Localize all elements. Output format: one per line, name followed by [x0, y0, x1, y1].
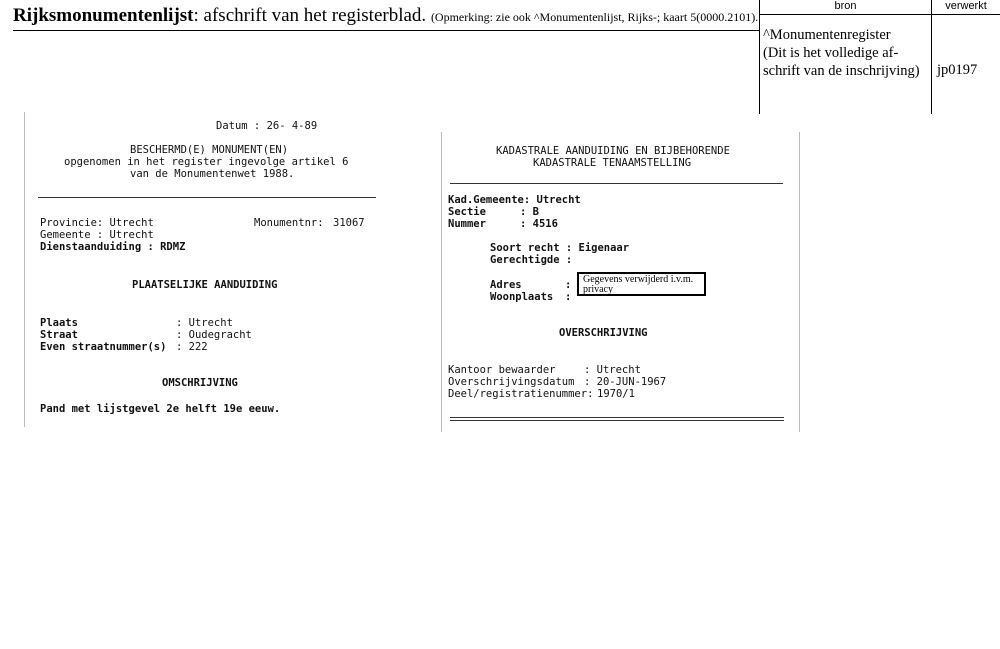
omschrijving-heading: OMSCHRIJVING	[162, 377, 238, 389]
straat-label: Straat	[40, 329, 78, 341]
gemeente-text: Gemeente : Utrecht	[40, 229, 154, 241]
nummer-value: : 4516	[520, 218, 558, 230]
card-date: Datum : 26- 4-89	[216, 120, 318, 132]
straatnummer-label: Even straatnummer(s)	[40, 341, 167, 353]
bron-line: (Dit is het volledige af-	[763, 45, 899, 61]
sectie-value: : B	[520, 206, 539, 218]
monumentnr-value: 31067	[333, 217, 365, 229]
monumentnr-label: Monumentnr:	[254, 217, 324, 229]
card-heading-line: BESCHERMD(E) MONUMENT(EN)	[130, 144, 289, 156]
card-heading-line: opgenomen in het register ingevolge artikel 6	[64, 156, 349, 168]
column-header-bron: bron	[834, 0, 857, 12]
deel-value: 1970/1	[597, 388, 635, 400]
straat-value: : Oudegracht	[176, 329, 252, 341]
kadastraal-heading-line: KADASTRALE TENAAMSTELLING	[533, 157, 692, 169]
title-bold: Rijksmonumentenlijst	[13, 5, 194, 26]
overschrijving-heading: OVERSCHRIJVING	[559, 327, 648, 339]
scan-edge-right	[799, 132, 800, 432]
verwerkt-cell: jp0197	[937, 62, 978, 78]
bron-line: schrift van de inschrijving)	[763, 63, 920, 79]
sectie-label: Sectie	[448, 206, 486, 218]
column-header-verwerkt: verwerkt	[945, 0, 987, 12]
table-column-divider	[931, 0, 932, 114]
scan-edge-left	[441, 132, 442, 432]
privacy-redaction-box: Gegevens verwijderd i.v.m. privacy	[577, 272, 706, 296]
card-divider	[450, 183, 783, 184]
nummer-label: Nummer	[448, 218, 486, 230]
plaatselijke-heading: PLAATSELIJKE AANDUIDING	[132, 279, 278, 291]
kantoor-label: Kantoor bewaarder	[448, 364, 556, 376]
kantoor-value: : Utrecht	[584, 364, 641, 376]
omschrijving-text: Pand met lijstgevel 2e helft 19e eeuw.	[40, 403, 281, 415]
page-title	[13, 5, 758, 27]
card-divider	[38, 197, 376, 198]
provincie-text: Provincie: Utrecht	[40, 217, 154, 229]
title-rest: : afschrift van het registerblad.	[193, 5, 427, 26]
bron-line: ^Monumentenregister	[763, 27, 891, 43]
deel-label: Deel/registratienummer:	[448, 388, 594, 400]
datum-label: Overschrijvingsdatum	[448, 376, 575, 388]
gerechtigde-text: Gerechtigde :	[490, 254, 573, 266]
plaats-value: : Utrecht	[176, 317, 233, 329]
header-rule	[13, 30, 759, 31]
table-header-rule	[759, 14, 1000, 15]
kad-gemeente-text: Kad.Gemeente: Utrecht	[448, 194, 581, 206]
card-heading-line: van de Monumentenwet 1988.	[130, 168, 295, 180]
bron-cell	[763, 26, 920, 80]
soort-recht-text: Soort recht : Eigenaar	[490, 242, 630, 254]
adres-label: Adres	[490, 279, 522, 291]
scan-edge-left	[24, 112, 25, 427]
datum-value: : 20-JUN-1967	[584, 376, 667, 388]
plaats-label: Plaats	[40, 317, 78, 329]
title-note: (Opmerking: zie ook ^Monumentenlijst, Rijks-; kaart 5(0000.2101).	[430, 10, 759, 24]
table-left-border	[759, 0, 760, 114]
adres-colon: :	[565, 279, 572, 291]
straatnummer-value: : 222	[176, 341, 208, 353]
woonplaats-colon: :	[565, 291, 572, 303]
woonplaats-label: Woonplaats	[490, 291, 554, 303]
kadastraal-heading-line: KADASTRALE AANDUIDING EN BIJBEHORENDE	[496, 145, 730, 157]
dienstaanduiding-text: Dienstaanduiding : RDMZ	[40, 241, 186, 253]
card-double-rule	[450, 417, 784, 421]
